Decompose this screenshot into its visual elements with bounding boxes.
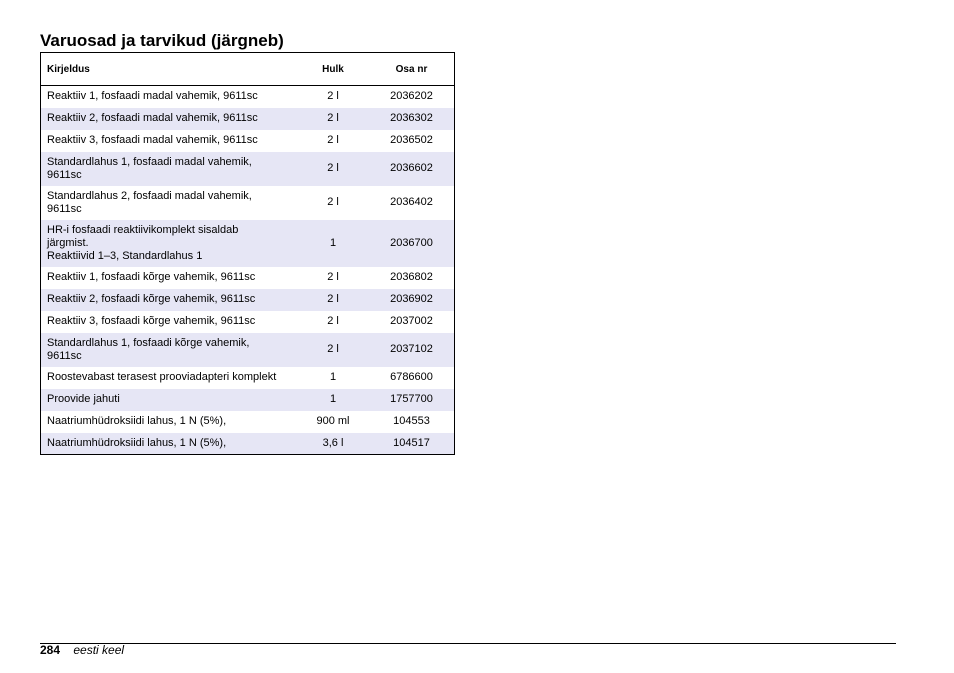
description-line: Standardlahus 1, fosfaadi madal vahemik, [47, 155, 252, 168]
description-line: Standardlahus 2, fosfaadi madal vahemik, [47, 189, 252, 202]
table-row [41, 186, 455, 220]
cell-part-number: 2036402 [390, 196, 433, 208]
cell-quantity: 1 [329, 371, 337, 383]
table-row [41, 130, 455, 152]
description-line: Standardlahus 1, fosfaadi kõrge vahemik, [47, 336, 250, 349]
description-line: Naatriumhüdroksiidi lahus, 1 N (5%), [47, 436, 227, 449]
description-line: Reaktiiv 3, fosfaadi kõrge vahemik, 9611sc [47, 315, 256, 327]
page-title: Varuosad ja tarvikud (järgneb) [40, 31, 284, 50]
cell-quantity: 2 l [327, 196, 339, 208]
cell-part-number: 2036502 [390, 134, 433, 146]
cell-quantity: 2 l [327, 315, 339, 327]
table-row [41, 152, 455, 186]
header-quantity: Hulk [297, 53, 369, 86]
description-line: Reaktiiv 2, fosfaadi kõrge vahemik, 9611sc [47, 293, 256, 305]
cell-description [41, 411, 298, 433]
cell-quantity: 2 l [327, 343, 339, 355]
cell-quantity: 1 [329, 393, 337, 405]
cell-part-number: 2036202 [390, 90, 433, 103]
cell-part-number: 2036602 [390, 162, 433, 174]
header-part-number: Osa nr [369, 53, 455, 86]
footer-language: eesti keel [73, 643, 125, 657]
description-line: 9611sc [47, 202, 82, 215]
description-line: järgmist. [47, 236, 89, 249]
cell-part-number: 2037002 [390, 315, 433, 327]
cell-description [41, 311, 298, 333]
page-number: 284 [40, 643, 61, 657]
cell-description [41, 130, 298, 152]
description-line: Reaktiivid 1–3, Standardlahus 1 [47, 249, 203, 262]
cell-quantity: 2 l [327, 162, 339, 174]
cell-description [41, 152, 298, 186]
cell-description [41, 267, 298, 289]
table-row [41, 333, 455, 367]
cell-description [41, 333, 298, 367]
description-line: Proovide jahuti [47, 393, 120, 405]
cell-part-number: 2036902 [390, 293, 433, 305]
cell-description [41, 433, 298, 455]
cell-description [41, 220, 298, 267]
description-line: Naatriumhüdroksiidi lahus, 1 N (5%), [47, 415, 227, 427]
cell-quantity: 900 ml [316, 415, 350, 427]
description-line: Reaktiiv 2, fosfaadi madal vahemik, 9611sc [47, 112, 258, 124]
table-body [41, 86, 455, 455]
cell-quantity: 2 l [327, 293, 339, 305]
cell-quantity: 2 l [327, 112, 339, 124]
description-line: Reaktiiv 3, fosfaadi madal vahemik, 9611sc [47, 134, 258, 146]
cell-quantity: 3,6 l [322, 436, 344, 449]
description-line: 9611sc [47, 349, 82, 362]
description-line: HR-i fosfaadi reaktiivikomplekt sisaldab [47, 223, 239, 236]
table-row [41, 267, 455, 289]
table-header-row [41, 53, 455, 86]
cell-part-number: 2036802 [390, 271, 433, 283]
table-row [41, 86, 455, 108]
cell-part-number: 2037102 [390, 343, 433, 355]
table-row [41, 311, 455, 333]
cell-part-number: 2036700 [390, 236, 433, 249]
table-row [41, 411, 455, 433]
cell-part-number: 104553 [393, 415, 430, 427]
table-row [41, 220, 455, 267]
cell-part-number: 2036302 [390, 112, 433, 124]
cell-description [41, 108, 298, 130]
description-line: Roostevabast terasest prooviadapteri komplekt [47, 371, 277, 383]
footer-divider [40, 643, 896, 644]
cell-description [41, 367, 298, 389]
cell-quantity: 1 [329, 236, 337, 249]
table-row [41, 108, 455, 130]
cell-quantity: 2 l [327, 271, 339, 283]
cell-quantity: 2 l [327, 90, 339, 103]
table-row [41, 289, 455, 311]
description-line: 9611sc [47, 168, 82, 181]
cell-description [41, 186, 298, 220]
header-description: Kirjeldus [41, 53, 298, 86]
cell-part-number: 1757700 [390, 393, 433, 405]
description-line: Reaktiiv 1, fosfaadi kõrge vahemik, 9611sc [47, 271, 256, 283]
cell-part-number: 104517 [393, 436, 430, 449]
parts-table [40, 52, 455, 455]
cell-quantity: 2 l [327, 134, 339, 146]
cell-description [41, 389, 298, 411]
table-row [41, 367, 455, 389]
cell-description [41, 289, 298, 311]
cell-part-number: 6786600 [390, 371, 433, 383]
description-line: Reaktiiv 1, fosfaadi madal vahemik, 9611sc [47, 90, 258, 103]
cell-description [41, 86, 298, 108]
table-row [41, 433, 455, 455]
page-footer [40, 643, 124, 657]
table-row [41, 389, 455, 411]
